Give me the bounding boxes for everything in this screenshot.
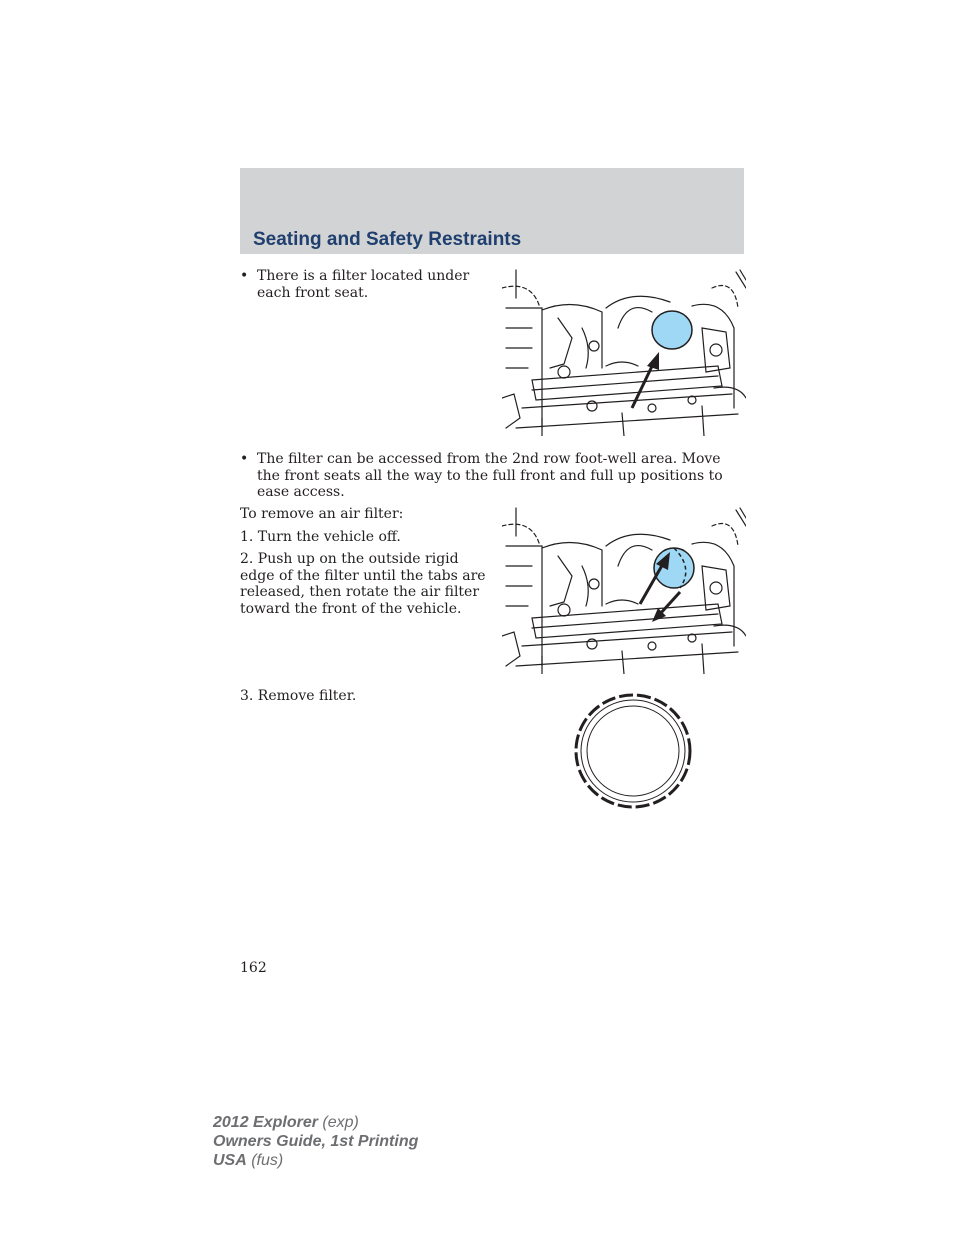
figure-filter-element — [572, 691, 694, 811]
step-3: 3. Remove filter. — [240, 688, 357, 704]
header-band — [240, 168, 744, 254]
footer-model-code: (exp) — [317, 1114, 359, 1131]
filter-highlight — [652, 311, 692, 349]
step-2: 2. Push up on the outside rigid edge of the filter until the tabs are released, then rotate the air filter toward the front of the vehicle. — [240, 551, 486, 617]
bullet-item-access — [240, 451, 734, 501]
figure-filter-location — [502, 268, 746, 436]
seat-mechanism-illustration — [502, 506, 746, 674]
bullet-dot: • — [240, 451, 249, 467]
footer-market-code: (fus) — [246, 1152, 284, 1169]
steps-intro: To remove an air filter: — [240, 506, 404, 522]
footer-model: 2012 Explorer — [213, 1114, 318, 1131]
bullet-dot: • — [240, 268, 249, 284]
figure-rotate-filter — [502, 506, 746, 674]
removal-steps — [240, 506, 493, 617]
seat-mechanism-illustration — [502, 268, 746, 436]
bullet-item-filter-location — [240, 268, 480, 301]
step-3-container — [240, 688, 493, 705]
footer-market: USA — [213, 1152, 247, 1169]
footer-guide-name: Owners Guide, 1st Printing — [213, 1133, 419, 1150]
step-1: 1. Turn the vehicle off. — [240, 528, 401, 545]
page-number: 162 — [240, 960, 267, 976]
footer-edition-info — [213, 1113, 418, 1170]
bullet-text: The filter can be accessed from the 2nd row foot-well area. Move the front seats all the way to the full front and full up positions to ease access. — [257, 451, 723, 500]
bullet-text: There is a filter located under each front seat. — [257, 268, 470, 301]
air-filter-illustration — [572, 691, 694, 811]
section-title: Seating and Safety Restraints — [253, 229, 522, 250]
